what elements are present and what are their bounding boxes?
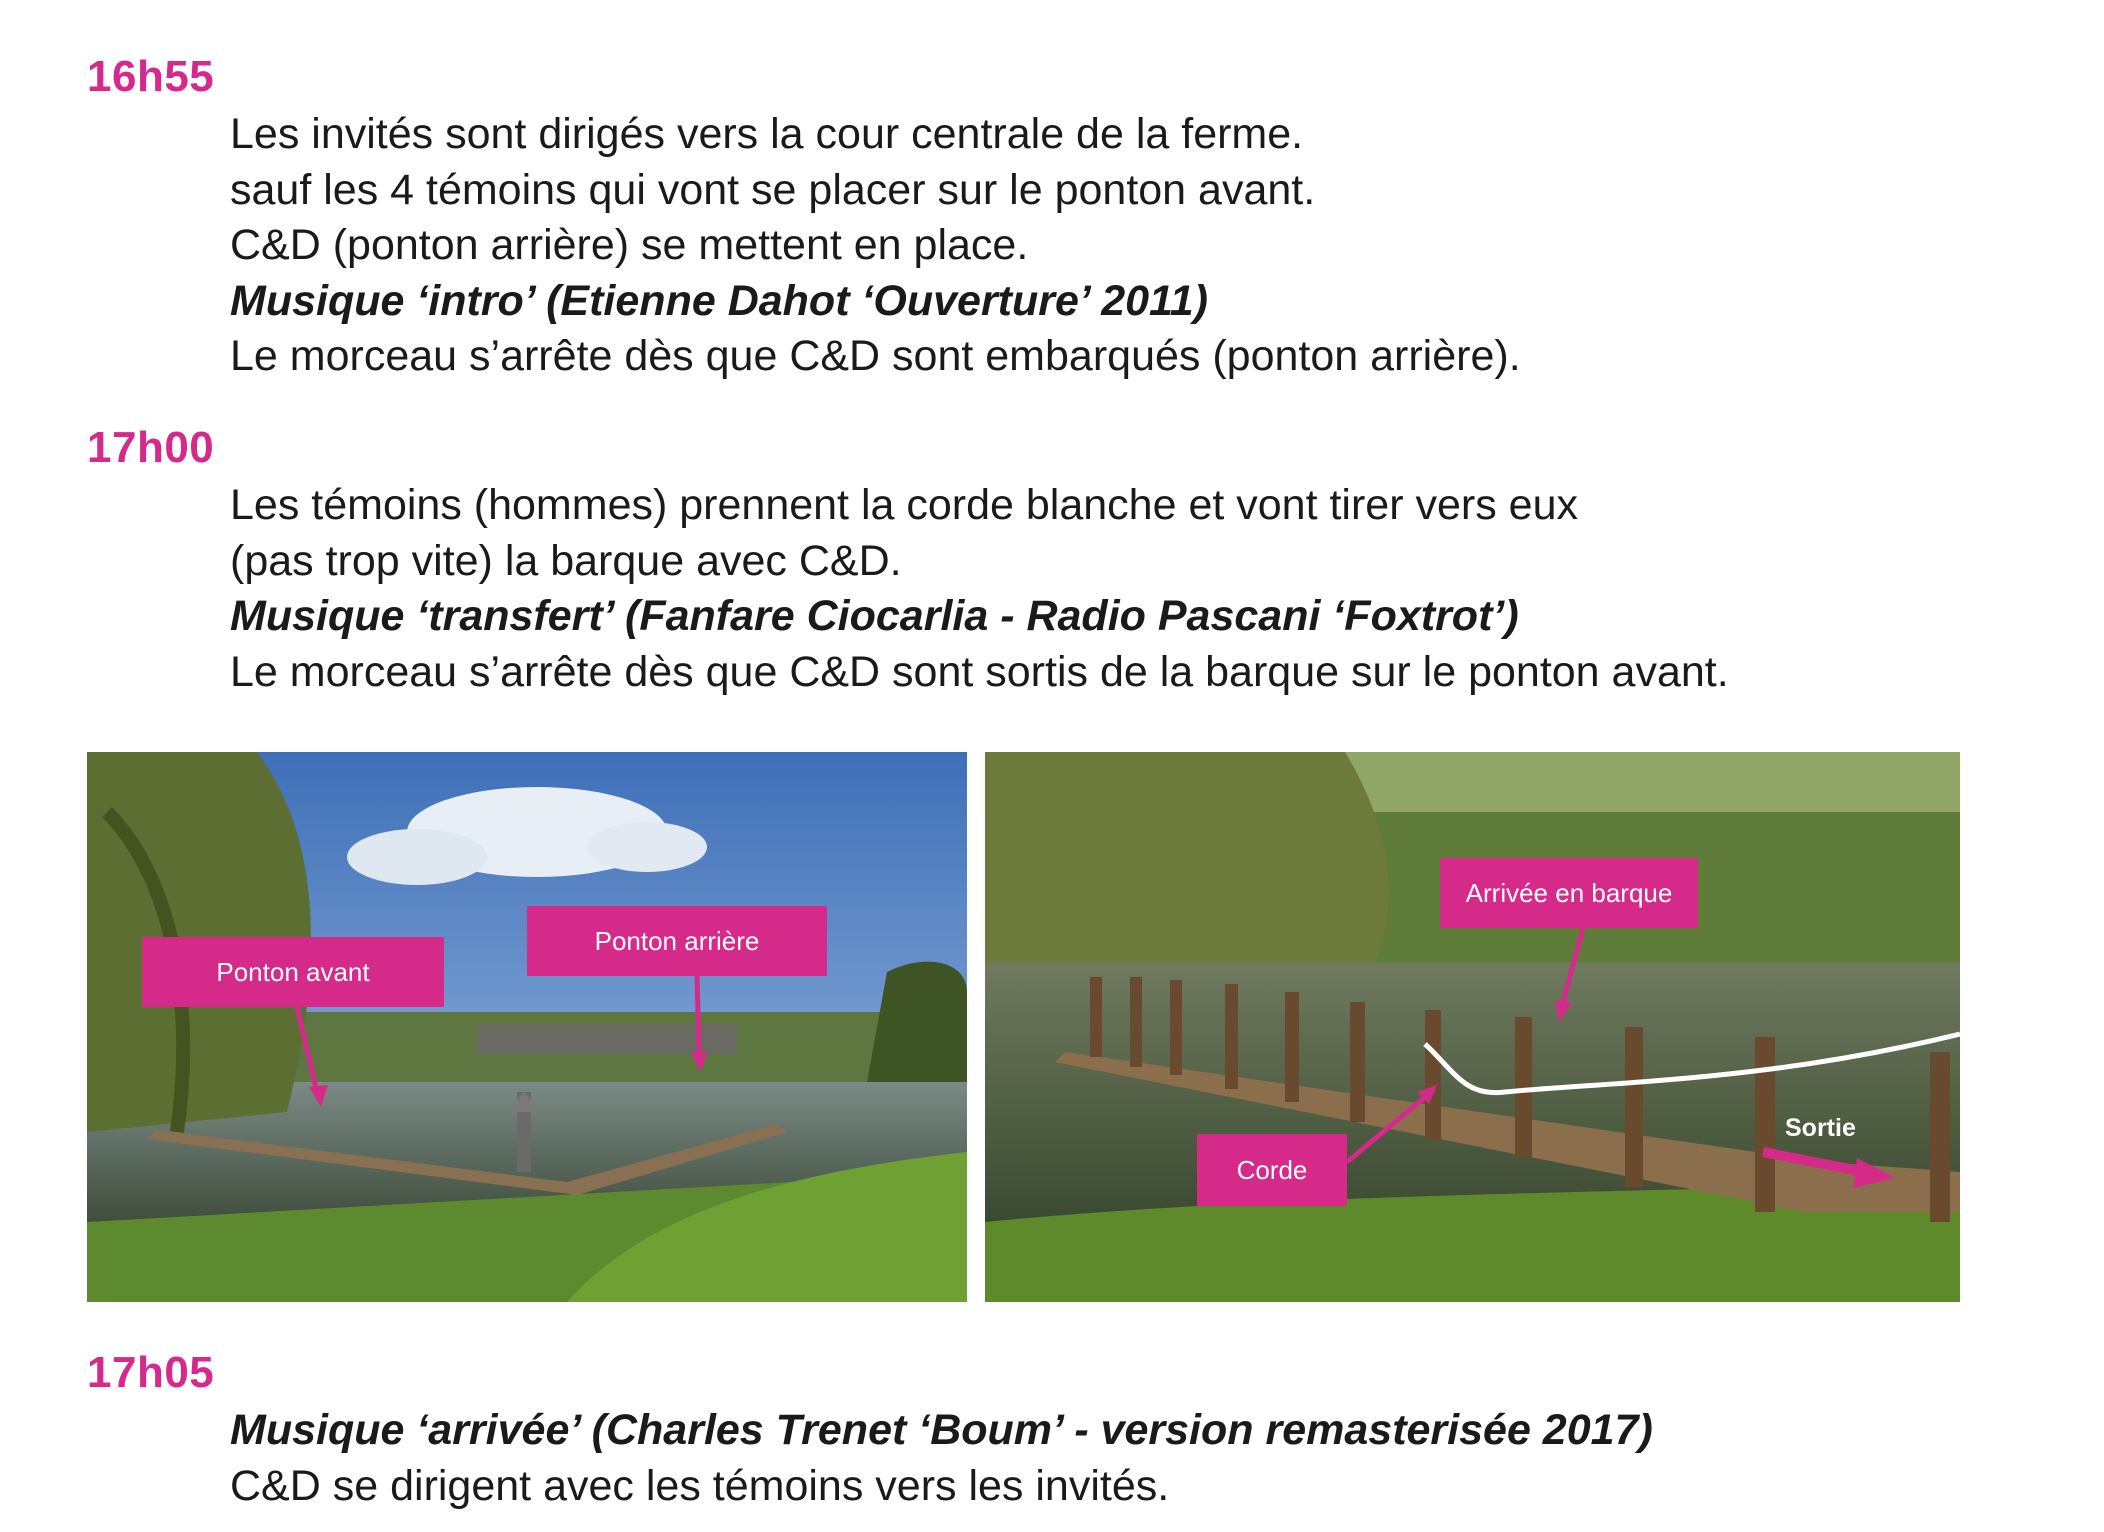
- text-line: Les invités sont dirigés vers la cour centrale de la ferme.: [230, 110, 1304, 158]
- arrow-head-icon: [1853, 1158, 1895, 1188]
- music-line: Musique ‘transfert’ (Fanfare Ciocarlia - Radio Pascani ‘Foxtrot’): [230, 592, 1519, 640]
- label-ponton-arriere: Ponton arrière: [527, 906, 827, 976]
- time-heading-3: 17h05: [87, 1348, 215, 1397]
- arrow-head-icon: [309, 1085, 328, 1107]
- text-line: Le morceau s’arrête dès que C&D sont sortis de la barque sur le ponton avant.: [230, 647, 1729, 696]
- label-ponton-avant: Ponton avant: [142, 937, 444, 1007]
- text-line: C&D (ponton arrière) se mettent en place.: [230, 221, 1029, 269]
- time-heading-2: 17h00: [87, 423, 215, 472]
- text-line: (pas trop vite) la barque avec C&D.: [230, 536, 902, 585]
- label-corde: Corde: [1197, 1134, 1347, 1206]
- photo-pond-overview: [87, 752, 967, 1302]
- annotation-arrows-left: [87, 752, 967, 1302]
- music-line: Musique ‘intro’ (Etienne Dahot ‘Ouverture’ 2011): [230, 276, 1208, 325]
- photo-pontoon-detail: [985, 752, 1960, 1302]
- section-1-text: [230, 107, 1521, 385]
- section-2-text: [230, 478, 1729, 700]
- arrow-head-icon: [691, 1052, 708, 1072]
- label-sortie: Sortie: [1785, 1114, 1856, 1142]
- label-arrivee-en-barque: Arrivée en barque: [1440, 858, 1698, 928]
- music-line: Musique ‘arrivée’ (Charles Trenet ‘Boum’ - version remasterisée 2017): [230, 1406, 1653, 1454]
- text-line: sauf les 4 témoins qui vont se placer sur le ponton avant.: [230, 165, 1316, 214]
- text-line: C&D se dirigent avec les témoins vers les invités.: [230, 1461, 1170, 1510]
- arrow-head-icon: [1555, 1000, 1572, 1022]
- text-line: Les témoins (hommes) prennent la corde blanche et vont tirer vers eux: [230, 481, 1578, 529]
- text-line: Le morceau s’arrête dès que C&D sont embarqués (ponton arrière).: [230, 332, 1521, 380]
- section-3-text: [230, 1403, 1653, 1514]
- annotation-arrows-right: [985, 752, 1960, 1302]
- time-heading-1: 16h55: [87, 52, 215, 101]
